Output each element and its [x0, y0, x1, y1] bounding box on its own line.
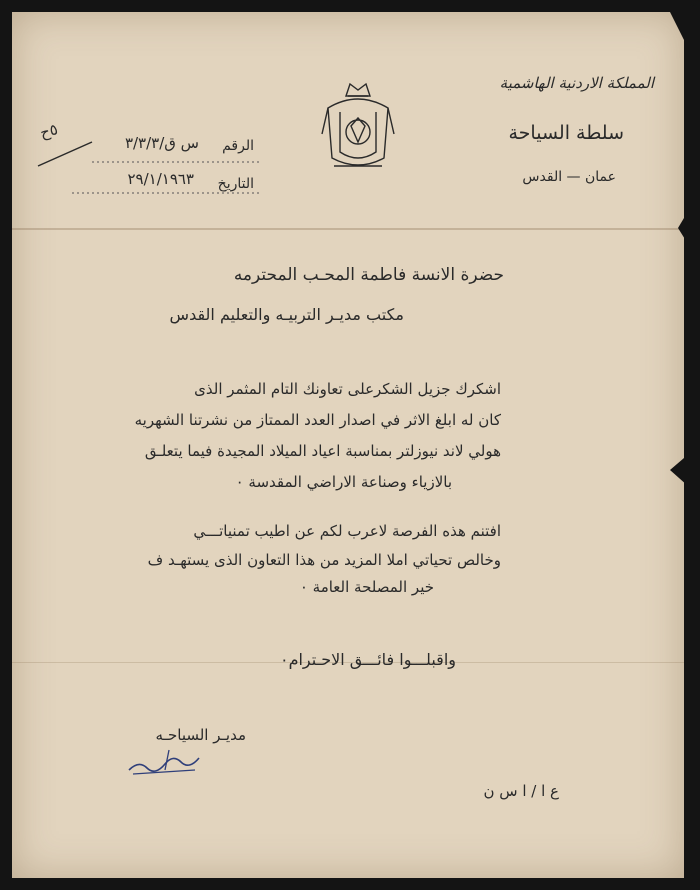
reference-number-suffix: ٥ح — [38, 120, 60, 142]
body-line: خير المصلحة العامة ٠ — [299, 578, 434, 596]
handwritten-signature — [125, 740, 205, 780]
body-line: وخالص تحياتي املا المزيد من هذا التعاون الذى يستهـد ف — [147, 551, 501, 569]
body-line: هولي لاند نيوزلتر بمناسبة اعياد الميلاد المجيدة فيما يتعلـق — [144, 442, 501, 460]
reference-underline — [32, 138, 282, 168]
date-label: التاريخ — [217, 176, 254, 192]
torn-edge — [630, 12, 700, 72]
initials: ع ا / ا س ن — [483, 782, 559, 800]
letter-paper — [12, 12, 684, 878]
signatory-title: مديـر السياحـه — [155, 726, 246, 744]
coat-of-arms-emblem — [318, 78, 398, 174]
date-value: ٢٩/١/١٩٦٣ — [127, 170, 194, 188]
closing: واقبلـــوا فائـــق الاحـترام٠ — [279, 650, 456, 669]
authority-name: سلطة السياحة — [508, 122, 624, 144]
kingdom-title: المملكة الاردنية الهاشمية — [499, 74, 654, 92]
date-underline — [72, 190, 272, 196]
torn-edge-notch — [640, 440, 700, 500]
reference-number-label: الرقم — [222, 138, 254, 154]
location: عمان — القدس — [522, 169, 616, 185]
reference-number-value: س ق/٣/٣/٣ — [124, 134, 199, 152]
paper-fold — [12, 228, 684, 230]
torn-edge-notch — [640, 218, 700, 258]
body-line: بالازياء وصناعة الاراضي المقدسة ٠ — [235, 473, 452, 491]
body-line: كان له ابلغ الاثر في اصدار العدد الممتاز من نشرتنا الشهريه — [134, 411, 501, 429]
recipient-line1: حضرة الانسة فاطمة المحـب المحترمه — [233, 265, 504, 285]
body-line: اشكرك جزيل الشكرعلى تعاونك التام المثمر الذى — [194, 380, 501, 398]
body-line: افتنم هذه الفرصة لاعرب لكم عن اطيب تمنياتـــي — [193, 522, 501, 540]
recipient-line2: مكتب مديـر التربيـه والتعليم القدس — [169, 305, 404, 324]
